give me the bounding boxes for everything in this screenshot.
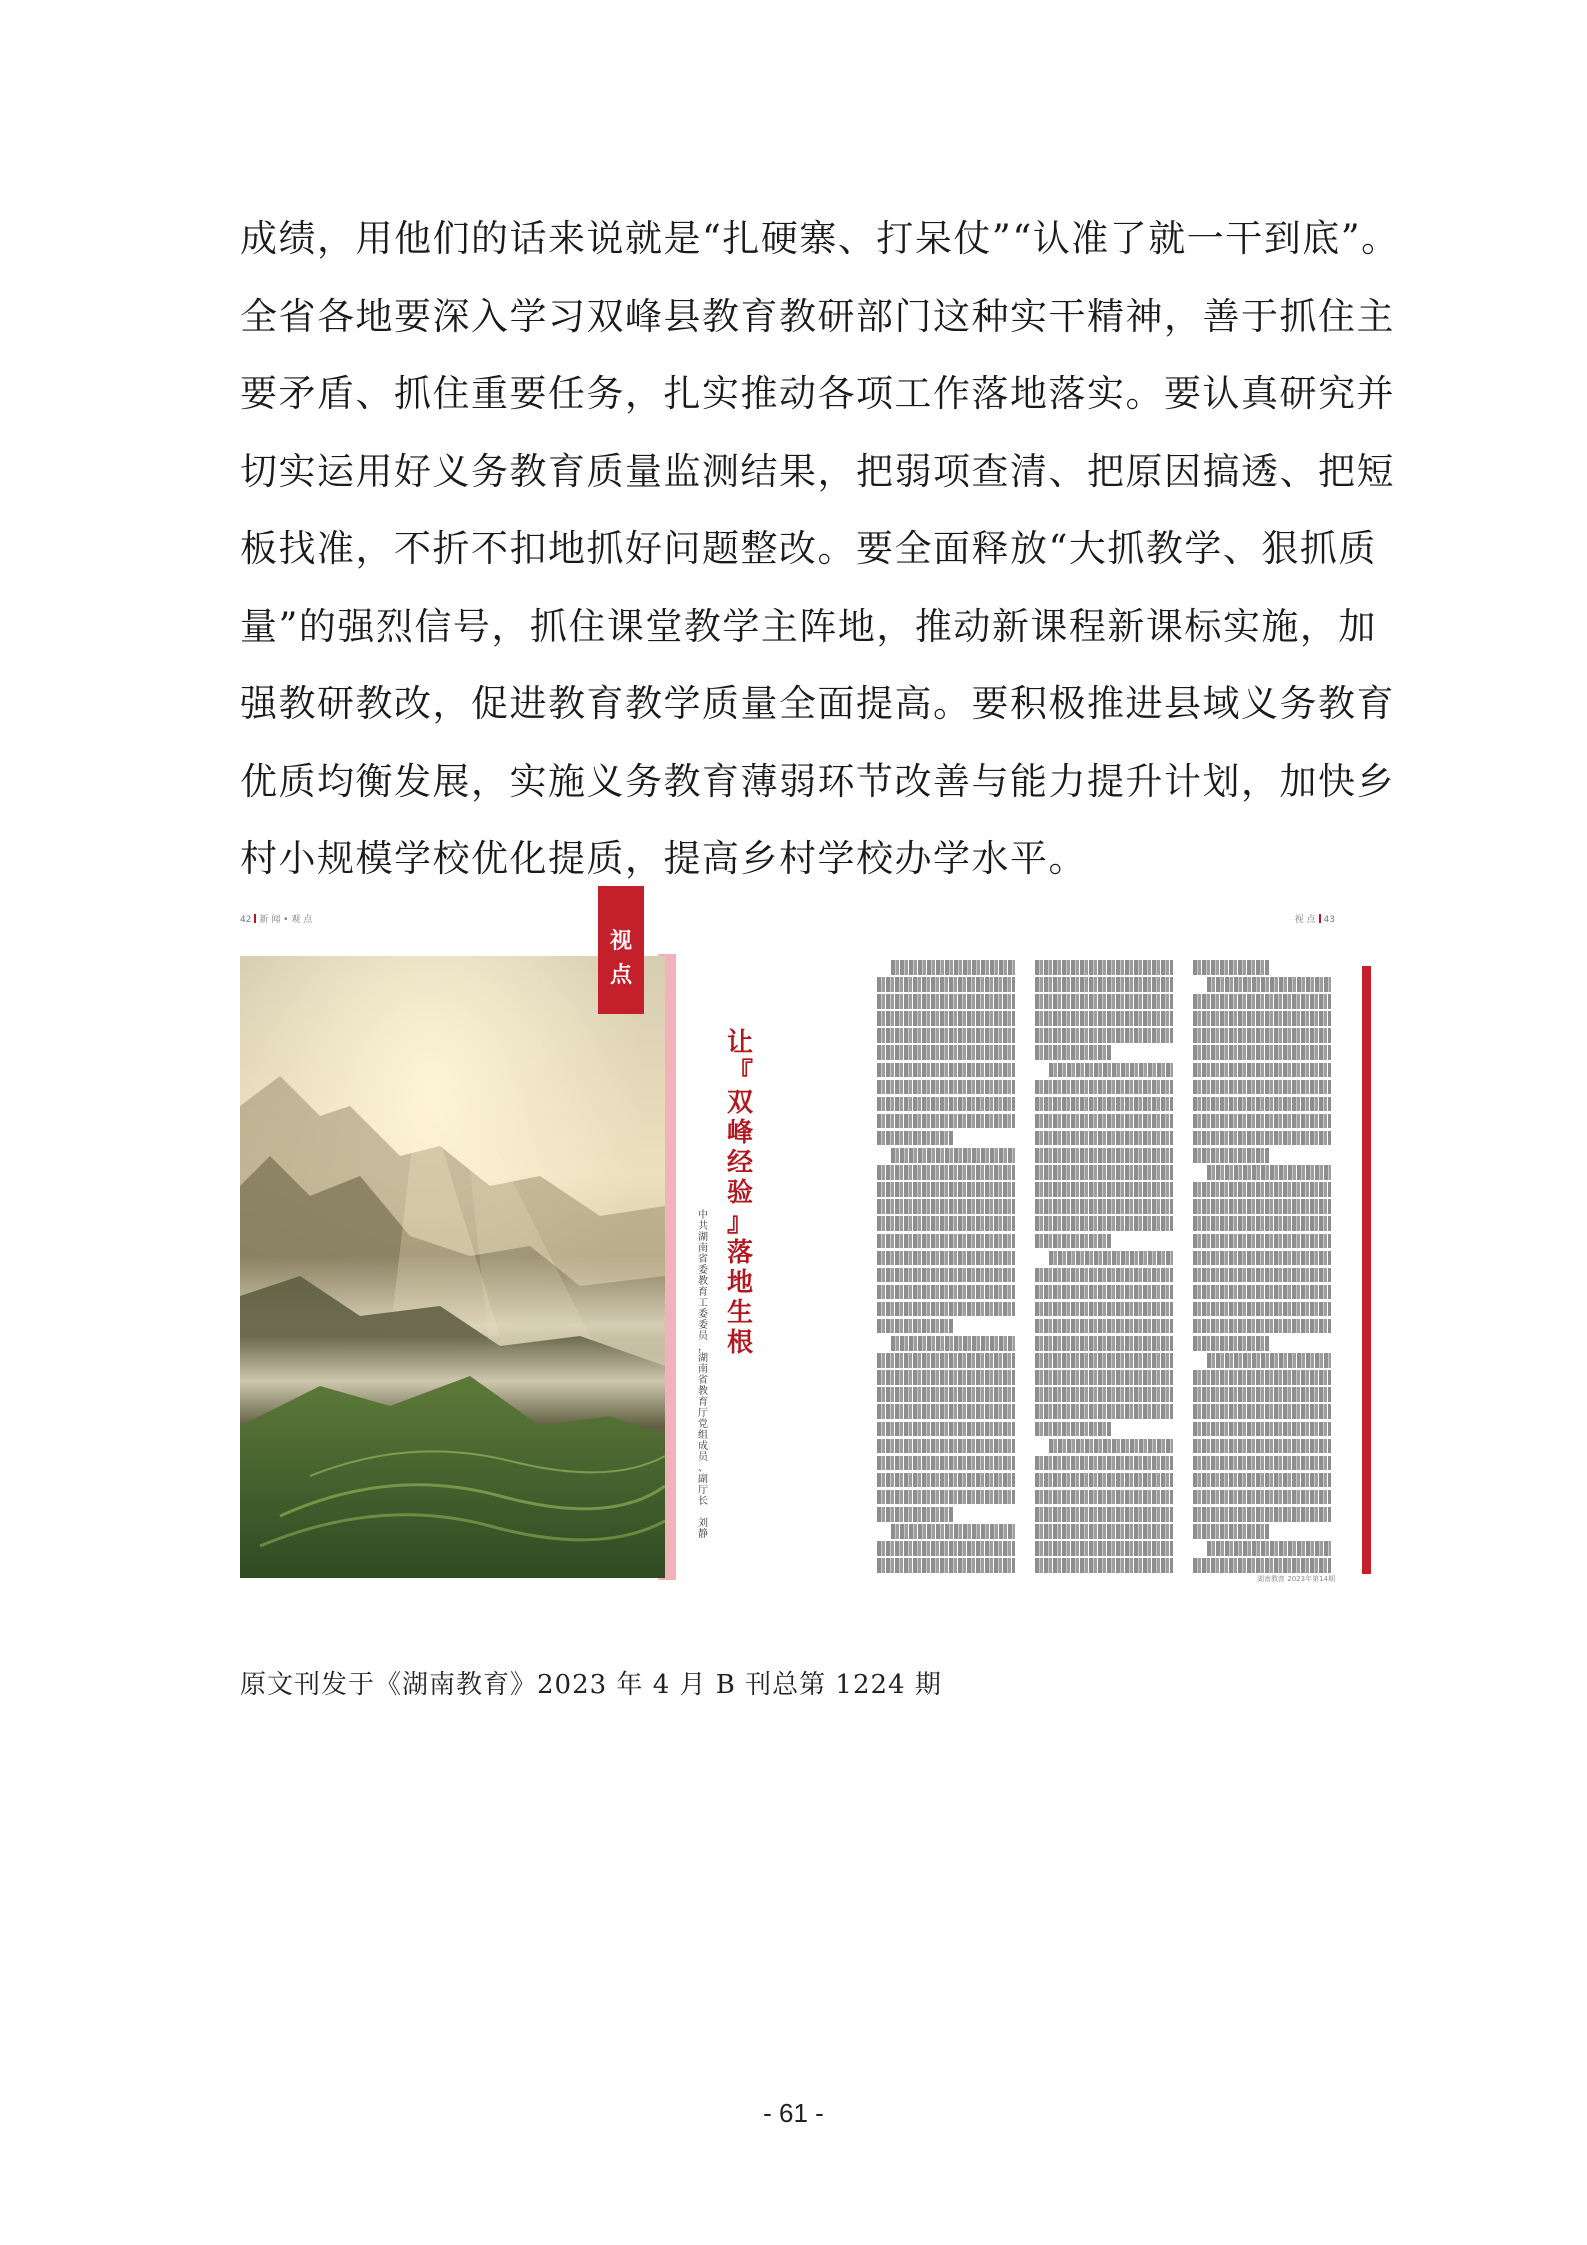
paragraph-line: 成绩，用他们的话来说就是“扎硬寨、打呆仗”“认准了就一干到底”。 [240,217,1400,260]
text-line [877,1182,1015,1197]
text-line [1207,1165,1331,1180]
text-line [891,1148,1015,1163]
text-line [1193,1028,1331,1043]
header-divider [1319,914,1321,923]
author-char: 静 [698,1529,708,1540]
article-headline [725,1028,755,1358]
text-line [877,1302,1015,1317]
text-line [1035,1473,1173,1488]
headline-char: 落 [726,1238,753,1268]
text-line [1193,1148,1269,1163]
text-line [877,1114,1015,1129]
text-line [1035,1456,1173,1471]
author-char: 南 [698,1243,708,1254]
author-char: 省 [698,1254,708,1265]
text-line [1193,1490,1331,1505]
left-page-number: 42 [240,915,252,925]
tag-char: 点 [609,962,632,988]
author-char: 员 [698,1452,708,1463]
headline-char: 』 [726,1208,753,1238]
text-line [1035,1404,1173,1419]
text-line [1035,1387,1173,1402]
text-line [877,1422,1015,1437]
text-line [877,1370,1015,1385]
text-line [891,1524,1015,1539]
paragraph-line: 板找准，不折不扣地抓好问题整改。要全面释放“大抓教学、狠抓质 [240,527,1377,570]
text-line [877,1097,1015,1112]
text-line [1193,1097,1331,1112]
text-line [877,1216,1015,1231]
text-line [1193,1080,1331,1095]
text-line [877,1268,1015,1283]
paragraph-line: 优质均衡发展，实施义务教育薄弱环节改善与能力提升计划，加快乡 [240,759,1395,803]
author-byline [696,1210,710,1540]
headline-char: 峰 [726,1118,753,1148]
text-line [877,1251,1015,1266]
text-line [1035,1336,1173,1351]
text-line [1193,1336,1269,1351]
author-char: 成 [698,1441,708,1452]
text-line [1193,1063,1331,1078]
headline-char: 让 [726,1028,753,1058]
text-line [1049,1063,1173,1078]
text-line [1035,1234,1111,1249]
text-line [877,977,1015,992]
author-char: 中 [698,1210,708,1221]
text-line [1035,994,1173,1009]
text-line [1035,1011,1173,1026]
text-line [1035,1524,1173,1539]
text-line [1193,1285,1331,1300]
author-char [696,1507,710,1518]
text-line [1193,994,1331,1009]
right-page-footer: 湖南教育 2023年第14期 [1257,1575,1335,1583]
text-line [1035,1131,1173,1146]
text-line [1035,1319,1173,1334]
author-char: 共 [698,1221,708,1232]
text-line [1193,1131,1331,1146]
text-line [1035,960,1173,975]
text-line [877,1507,953,1522]
text-line [877,1439,1015,1454]
text-line [1035,1302,1173,1317]
paragraph-line: 全省各地要深入学习双峰县教育教研部门这种实干精神，善于抓住主 [240,294,1395,338]
source-caption: 原文刊发于《湖南教育》2023 年 4 月 B 刊总第 1224 期 [240,1670,942,1700]
author-char: 副 [698,1474,708,1485]
text-line [877,1063,1015,1078]
text-line [877,1234,1015,1249]
text-line [877,1199,1015,1214]
text-line [877,1045,1015,1060]
author-char: 工 [698,1298,708,1309]
text-line [1035,1080,1173,1095]
paragraph-line: 强教研教改，促进教育教学质量全面提高。要积极推进县域义务教育 [240,682,1395,725]
text-line [877,1473,1015,1488]
text-line [1035,1199,1173,1214]
text-line [1207,1353,1331,1368]
magazine-spread-image [240,880,1382,1600]
text-line [1193,1422,1331,1437]
author-char: 南 [698,1364,708,1375]
text-line [877,1456,1015,1471]
text-line [1035,1216,1173,1231]
article-text-column [1193,960,1331,1575]
author-char: 委 [698,1265,708,1276]
headline-char: 生 [726,1298,753,1328]
text-line [1193,1439,1331,1454]
text-line [1193,1268,1331,1283]
text-line [1193,960,1269,975]
text-line [1193,1558,1331,1573]
text-line [1035,1370,1173,1385]
text-line [1049,1251,1173,1266]
text-line [1035,1285,1173,1300]
author-char: 刘 [698,1518,708,1529]
headline-char: 『 [726,1058,753,1088]
text-line [1207,977,1331,992]
article-text-column [877,960,1015,1575]
text-line [1193,1182,1331,1197]
text-line [891,1336,1015,1351]
text-line [1035,1558,1173,1573]
left-page-section: 新 闻 • 观 点 [259,915,313,925]
article-text-column [1035,960,1173,1575]
text-line [1193,1524,1269,1539]
mountain-landscape-photo [240,956,665,1578]
paragraph-line: 村小规模学校优化提质，提高乡村学校办学水平。 [240,837,1087,880]
red-accent-bar [1362,966,1371,1574]
text-line [1193,1011,1331,1026]
author-char: 长 [698,1496,708,1507]
viewpoint-section-tag [598,886,644,1014]
text-line [1193,1114,1331,1129]
tag-char: 视 [609,928,632,954]
text-line [877,994,1015,1009]
text-line [1035,977,1173,992]
page-number: - 61 - [763,2098,824,2128]
text-line [1193,1507,1331,1522]
text-line [1035,1028,1173,1043]
author-char: 组 [698,1430,708,1441]
text-line [877,1387,1015,1402]
author-char: 湖 [698,1232,708,1243]
headline-char: 双 [726,1088,753,1118]
author-char: 厅 [698,1485,708,1496]
text-line [1035,1353,1173,1368]
text-line [877,1404,1015,1419]
text-line [1035,1490,1173,1505]
text-line [877,1353,1015,1368]
text-line [1193,1370,1331,1385]
text-line [1035,1114,1173,1129]
paragraph-line: 要矛盾、抓住重要任务，扎实推动各项工作落地落实。要认真研究并 [240,372,1395,415]
author-char: 员 [698,1331,708,1342]
headline-char: 地 [726,1268,753,1298]
text-line [1193,1234,1331,1249]
right-page-header [1295,912,1335,925]
left-page-header [240,912,312,925]
text-line [877,1541,1015,1556]
headline-char: 验 [726,1178,753,1208]
text-line [1035,1148,1173,1163]
magazine-right-page [863,880,1383,1600]
text-line [877,1011,1015,1026]
text-line [1193,1473,1331,1488]
text-line [1035,1182,1173,1197]
text-line [1193,1456,1331,1471]
text-line [877,1080,1015,1095]
text-line [877,1319,953,1334]
author-char: 委 [698,1320,708,1331]
text-line [1035,1268,1173,1283]
text-line [877,1131,953,1146]
paragraph-line: 量”的强烈信号，抓住课堂教学主阵地，推动新课程新课标实施，加 [240,604,1377,648]
author-char: 省 [698,1375,708,1386]
text-line [1035,1165,1173,1180]
text-line [877,1490,1015,1505]
text-line [877,1558,1015,1573]
text-line [1035,1507,1173,1522]
headline-char: 经 [726,1148,753,1178]
text-line [1035,1422,1111,1437]
text-line [1193,1216,1331,1231]
right-page-number: 43 [1323,915,1335,925]
author-char: 、 [698,1463,708,1474]
text-line [1193,1404,1331,1419]
author-char: 湖 [698,1353,708,1364]
text-line [1193,1302,1331,1317]
text-line [1035,1541,1173,1556]
body-paragraph [240,200,1400,898]
author-char: 教 [698,1276,708,1287]
author-char: 厅 [698,1408,708,1419]
author-char: 党 [698,1419,708,1430]
author-char: 委 [698,1309,708,1320]
text-line [1193,1387,1331,1402]
author-char: ， [698,1342,708,1353]
text-line [1207,1541,1331,1556]
text-line [1193,1045,1331,1060]
author-char: 育 [698,1287,708,1298]
magazine-left-page [240,880,753,1580]
text-line [1193,1251,1331,1266]
text-line [1193,1199,1331,1214]
text-line [1035,1097,1173,1112]
text-line [1035,1045,1111,1060]
author-char: 育 [698,1397,708,1408]
text-line [877,1165,1015,1180]
text-line [1049,1439,1173,1454]
text-line [891,960,1015,975]
author-char: 教 [698,1386,708,1397]
right-page-section: 视 点 [1294,915,1316,925]
paragraph-line: 切实运用好义务教育质量监测结果，把弱项查清、把原因搞透、把短 [240,449,1395,493]
header-divider [254,914,256,923]
text-line [1193,1319,1331,1334]
text-line [877,1028,1015,1043]
text-line [877,1285,1015,1300]
headline-char: 根 [726,1328,753,1358]
